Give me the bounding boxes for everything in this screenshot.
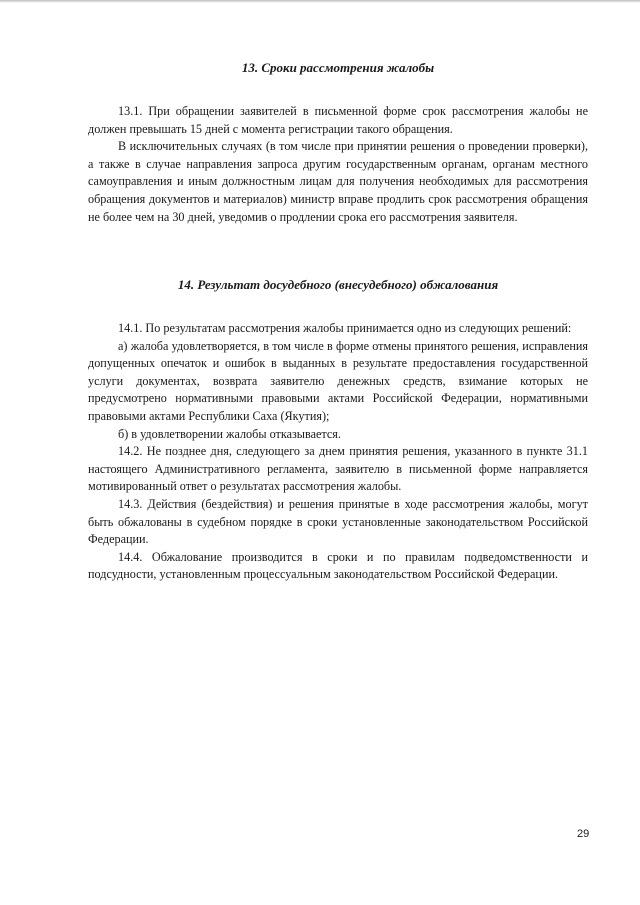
paragraph-14-1: 14.1. По результатам рассмотрения жалобы принимается одно из следующих решений: (118, 321, 572, 335)
section-14-heading: 14. Результат досудебного (внесудебного) обжалования (177, 277, 499, 292)
section-14-body (88, 320, 588, 584)
paragraph-14-4: 14.4. Обжалование производится в сроки и по правилам подведомственности и подсудности, установленным процессуальным законодательством Российской Федерации. (88, 549, 588, 582)
paragraph-14-2: 14.2. Не позднее дня, следующего за днем принятия решения, указанного в пункте 31.1 настоящего Административного регламента, заявителю в письменной форме направляется мотивированный ответ о результатах рассмотрения жалобы. (88, 444, 588, 494)
paragraph-14-1-b: б) в удовлетворении жалобы отказывается. (118, 426, 341, 441)
paragraph-14-3: 14.3. Действия (бездействия) и решения принятые в ходе рассмотрения жалобы, могут быть обжалованы в судебном порядке в сроки установленные законодательством Российской Федерации. (88, 496, 588, 547)
paragraph-13-1: 13.1. При обращении заявителей в письменной форме срок рассмотрения жалобы не должен превышать 15 дней с момента регистрации такого обращения. (88, 104, 588, 136)
paragraph-13-exception: В исключительных случаях (в том числе при принятии решения о проведении проверки), а также в случае направления запроса другим государственным органам, органам местного самоуправления и иным должностным лицам для получения необходимых для рассмотрения обращения документов и материалов) министр вправе продлить срок рассмотрения обращения не более чем на 30 дней, уведомив о продлении срока его рассмотрения заявителя. (88, 139, 588, 224)
page-number: 29 (577, 828, 590, 840)
section-13-body (88, 103, 588, 226)
paragraph-14-1-a: а) жалоба удовлетворяется, в том числе в форме отмены принятого решения, исправления допущенных опечаток и ошибок в выданных в результате предоставления государственной услуги документах, возврата заявителю денежных средств, взимание которых не предусмотрено нормативными правовыми актами Российской Федерации, нормативными правовыми актами Республики Саха (Якутия); (88, 338, 588, 423)
scan-edge (0, 0, 640, 3)
section-13-heading: 13. Сроки рассмотрения жалобы (241, 60, 435, 75)
